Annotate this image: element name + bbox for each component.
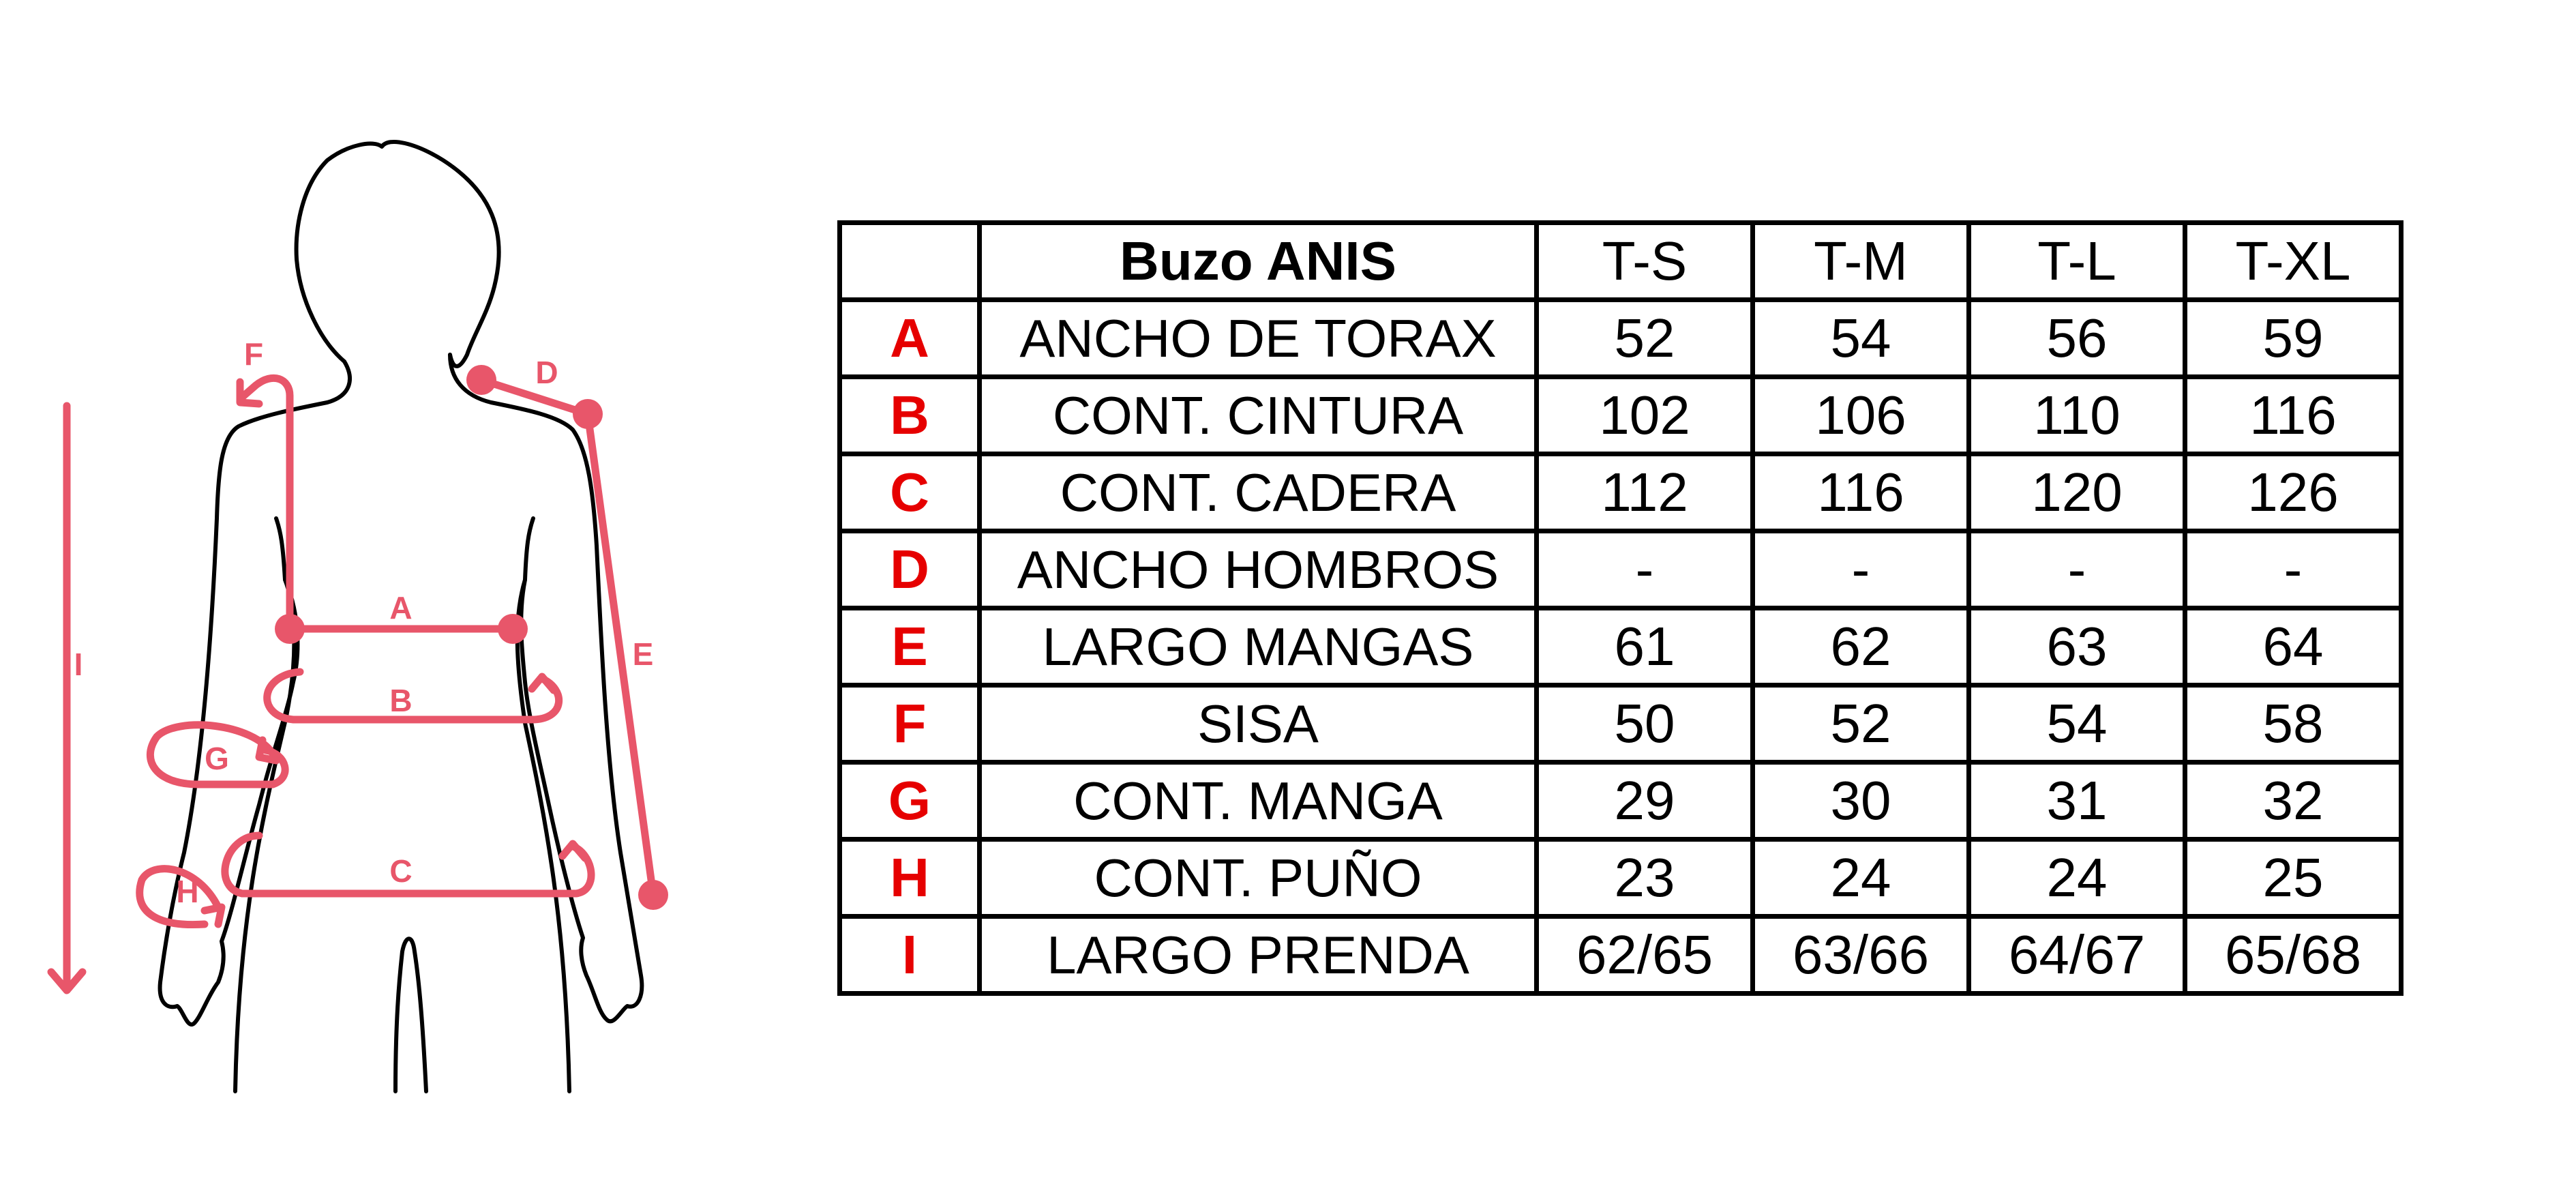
size-chart-table: [837, 220, 2403, 996]
neck-dot: [466, 365, 496, 395]
table-row: [840, 377, 2401, 454]
size-value: -: [1969, 531, 2185, 608]
table-row: [840, 685, 2401, 763]
table-header-row: [840, 223, 2401, 300]
size-value: 50: [1537, 685, 1753, 763]
size-value: 54: [1969, 685, 2185, 763]
table-row: [840, 531, 2401, 608]
garment-title: Buzo ANIS: [980, 223, 1537, 300]
size-value: 126: [2185, 454, 2401, 531]
row-letter: F: [840, 685, 980, 763]
size-value: 116: [1753, 454, 1969, 531]
figure-letter-e: E: [632, 636, 654, 672]
table-row: [840, 454, 2401, 531]
size-value: 63/66: [1753, 917, 1969, 994]
figure-letter-a: A: [389, 590, 413, 625]
measurement-dots: [275, 365, 668, 910]
measure-name: CONT. MANGA: [980, 763, 1537, 840]
size-value: 23: [1537, 840, 1753, 917]
size-value: 120: [1969, 454, 2185, 531]
row-letter: I: [840, 917, 980, 994]
size-header: T-XL: [2185, 223, 2401, 300]
measure-name: SISA: [980, 685, 1537, 763]
size-header: T-M: [1753, 223, 1969, 300]
row-letter: A: [840, 300, 980, 377]
measure-name: CONT. PUÑO: [980, 840, 1537, 917]
chest-end-dot: [498, 614, 528, 644]
measure-name: ANCHO HOMBROS: [980, 531, 1537, 608]
size-value: 54: [1753, 300, 1969, 377]
size-header: T-L: [1969, 223, 2185, 300]
size-value: 24: [1753, 840, 1969, 917]
figure-letter-h: H: [176, 874, 199, 909]
size-value: 56: [1969, 300, 2185, 377]
row-letter: H: [840, 840, 980, 917]
table-row: [840, 763, 2401, 840]
waist-loop-b: [267, 672, 559, 720]
size-value: -: [2185, 531, 2401, 608]
measure-name: CONT. CINTURA: [980, 377, 1537, 454]
size-value: 63: [1969, 608, 2185, 685]
table-row: [840, 300, 2401, 377]
table-row: [840, 917, 2401, 994]
size-value: 32: [2185, 763, 2401, 840]
size-value: 25: [2185, 840, 2401, 917]
figure-letter-b: B: [389, 683, 413, 718]
table-row: [840, 840, 2401, 917]
figure-letters: [74, 336, 654, 909]
size-value: 24: [1969, 840, 2185, 917]
size-value: 62/65: [1537, 917, 1753, 994]
wrist-dot: [638, 880, 668, 910]
size-value: 62: [1753, 608, 1969, 685]
row-letter: C: [840, 454, 980, 531]
body-measurement-figure: [0, 0, 682, 1195]
size-value: 59: [2185, 300, 2401, 377]
size-value: 52: [1753, 685, 1969, 763]
size-value: 116: [2185, 377, 2401, 454]
size-value: 52: [1537, 300, 1753, 377]
size-value: 64/67: [1969, 917, 2185, 994]
shoulder-dot: [573, 399, 603, 429]
inner-arm-outline: [276, 518, 533, 580]
size-value: 106: [1753, 377, 1969, 454]
measure-name: CONT. CADERA: [980, 454, 1537, 531]
measure-name: LARGO PRENDA: [980, 917, 1537, 994]
row-letter: B: [840, 377, 980, 454]
figure-letter-g: G: [205, 741, 229, 776]
figure-letter-d: D: [535, 355, 558, 390]
shoulder-line-d: [481, 380, 588, 414]
size-value: 65/68: [2185, 917, 2401, 994]
size-value: 102: [1537, 377, 1753, 454]
header-empty-cell: [840, 223, 980, 300]
size-value: 61: [1537, 608, 1753, 685]
hip-arrowhead-c: [563, 844, 585, 858]
row-letter: D: [840, 531, 980, 608]
size-value: 110: [1969, 377, 2185, 454]
measure-name: ANCHO DE TORAX: [980, 300, 1537, 377]
measure-name: LARGO MANGAS: [980, 608, 1537, 685]
waist-arrowhead-b: [532, 677, 554, 690]
size-value: 64: [2185, 608, 2401, 685]
figure-letter-c: C: [389, 853, 413, 889]
size-value: -: [1753, 531, 1969, 608]
row-letter: G: [840, 763, 980, 840]
row-letter: E: [840, 608, 980, 685]
table-row: [840, 608, 2401, 685]
size-value: 31: [1969, 763, 2185, 840]
size-header: T-S: [1537, 223, 1753, 300]
size-value: -: [1537, 531, 1753, 608]
measurement-guides: [51, 378, 653, 990]
size-value: 30: [1753, 763, 1969, 840]
size-value: 58: [2185, 685, 2401, 763]
figure-letter-i: I: [74, 647, 83, 682]
head-outline: [297, 142, 499, 366]
chest-start-dot: [275, 614, 305, 644]
size-value: 112: [1537, 454, 1753, 531]
size-value: 29: [1537, 763, 1753, 840]
legs-outline: [395, 939, 426, 1091]
figure-letter-f: F: [243, 336, 264, 372]
